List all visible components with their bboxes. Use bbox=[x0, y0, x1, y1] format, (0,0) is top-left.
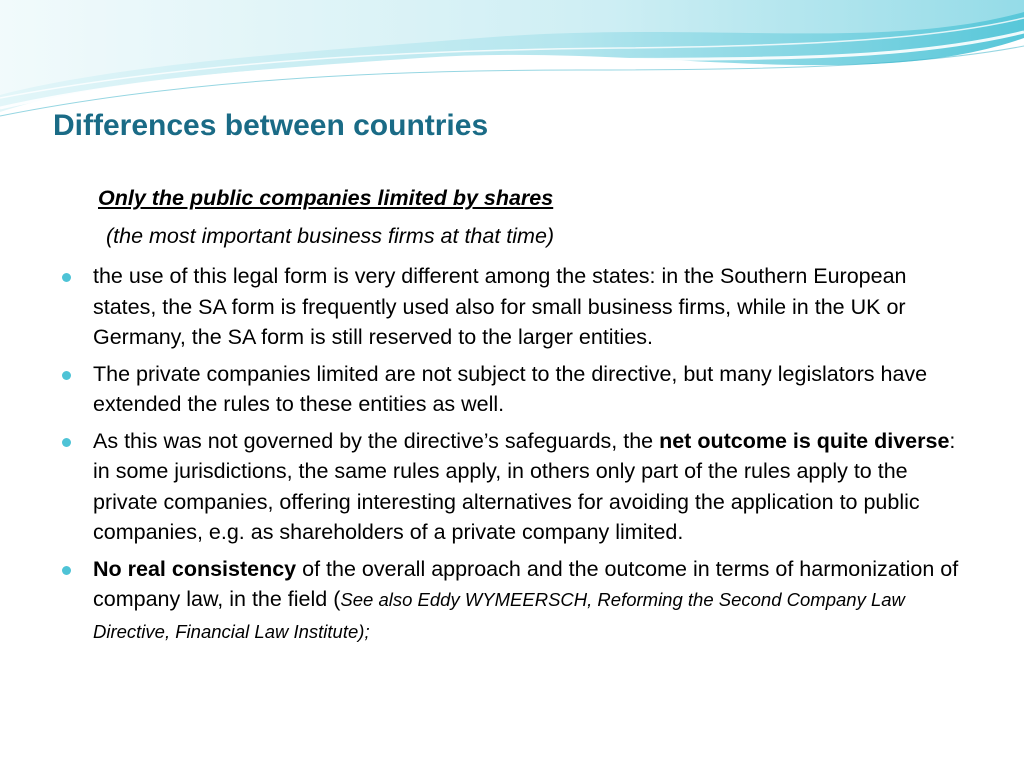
bullet-item bbox=[93, 426, 973, 548]
bullet-item bbox=[93, 554, 973, 648]
bullet-dot-icon bbox=[62, 566, 71, 575]
bullet-emphasis: net outcome is quite diverse bbox=[659, 428, 950, 453]
bullet-emphasis: No real consistency bbox=[93, 556, 297, 581]
bullet-text-tail: : in some jurisdictions, the same rules apply, in others only part of the rules apply to the private companies, offering interesting alternatives for avoiding the application to public companies, e.g. as shareholders of a private company limited. bbox=[93, 428, 956, 544]
bullet-text-tail: of the overall approach and the outcome in terms of harmonization of company law, in the field bbox=[93, 556, 959, 611]
bullet-text: The private companies limited are not subject to the directive, but many legislators have extended the rules to these entities as well. bbox=[93, 361, 928, 416]
section-subtitle: Only the public companies limited by shares bbox=[98, 186, 554, 210]
citation-paren: ( bbox=[333, 587, 341, 611]
bullet-dot-icon bbox=[62, 438, 71, 447]
bullet-dot-icon bbox=[62, 273, 71, 282]
bullet-list bbox=[93, 261, 973, 653]
bullet-dot-icon bbox=[62, 371, 71, 380]
section-subtitle-note: (the most important business firms at that time) bbox=[106, 224, 555, 248]
citation-text: See also Eddy WYMEERSCH, Reforming the Second Company Law Directive, Financial Law Institute); bbox=[93, 589, 905, 642]
bullet-text-lead: As this was not governed by the directive’s safeguards, the bbox=[93, 428, 660, 453]
bullet-text: the use of this legal form is very different among the states: in the Southern European states, the SA form is frequently used also for small business firms, while in the UK or Germany, the SA form is still reserved to the larger entities. bbox=[93, 264, 907, 349]
slide-title: Differences between countries bbox=[53, 109, 489, 142]
bullet-item bbox=[93, 359, 973, 420]
bullet-item bbox=[93, 261, 973, 353]
decorative-wave-header bbox=[0, 0, 1024, 120]
